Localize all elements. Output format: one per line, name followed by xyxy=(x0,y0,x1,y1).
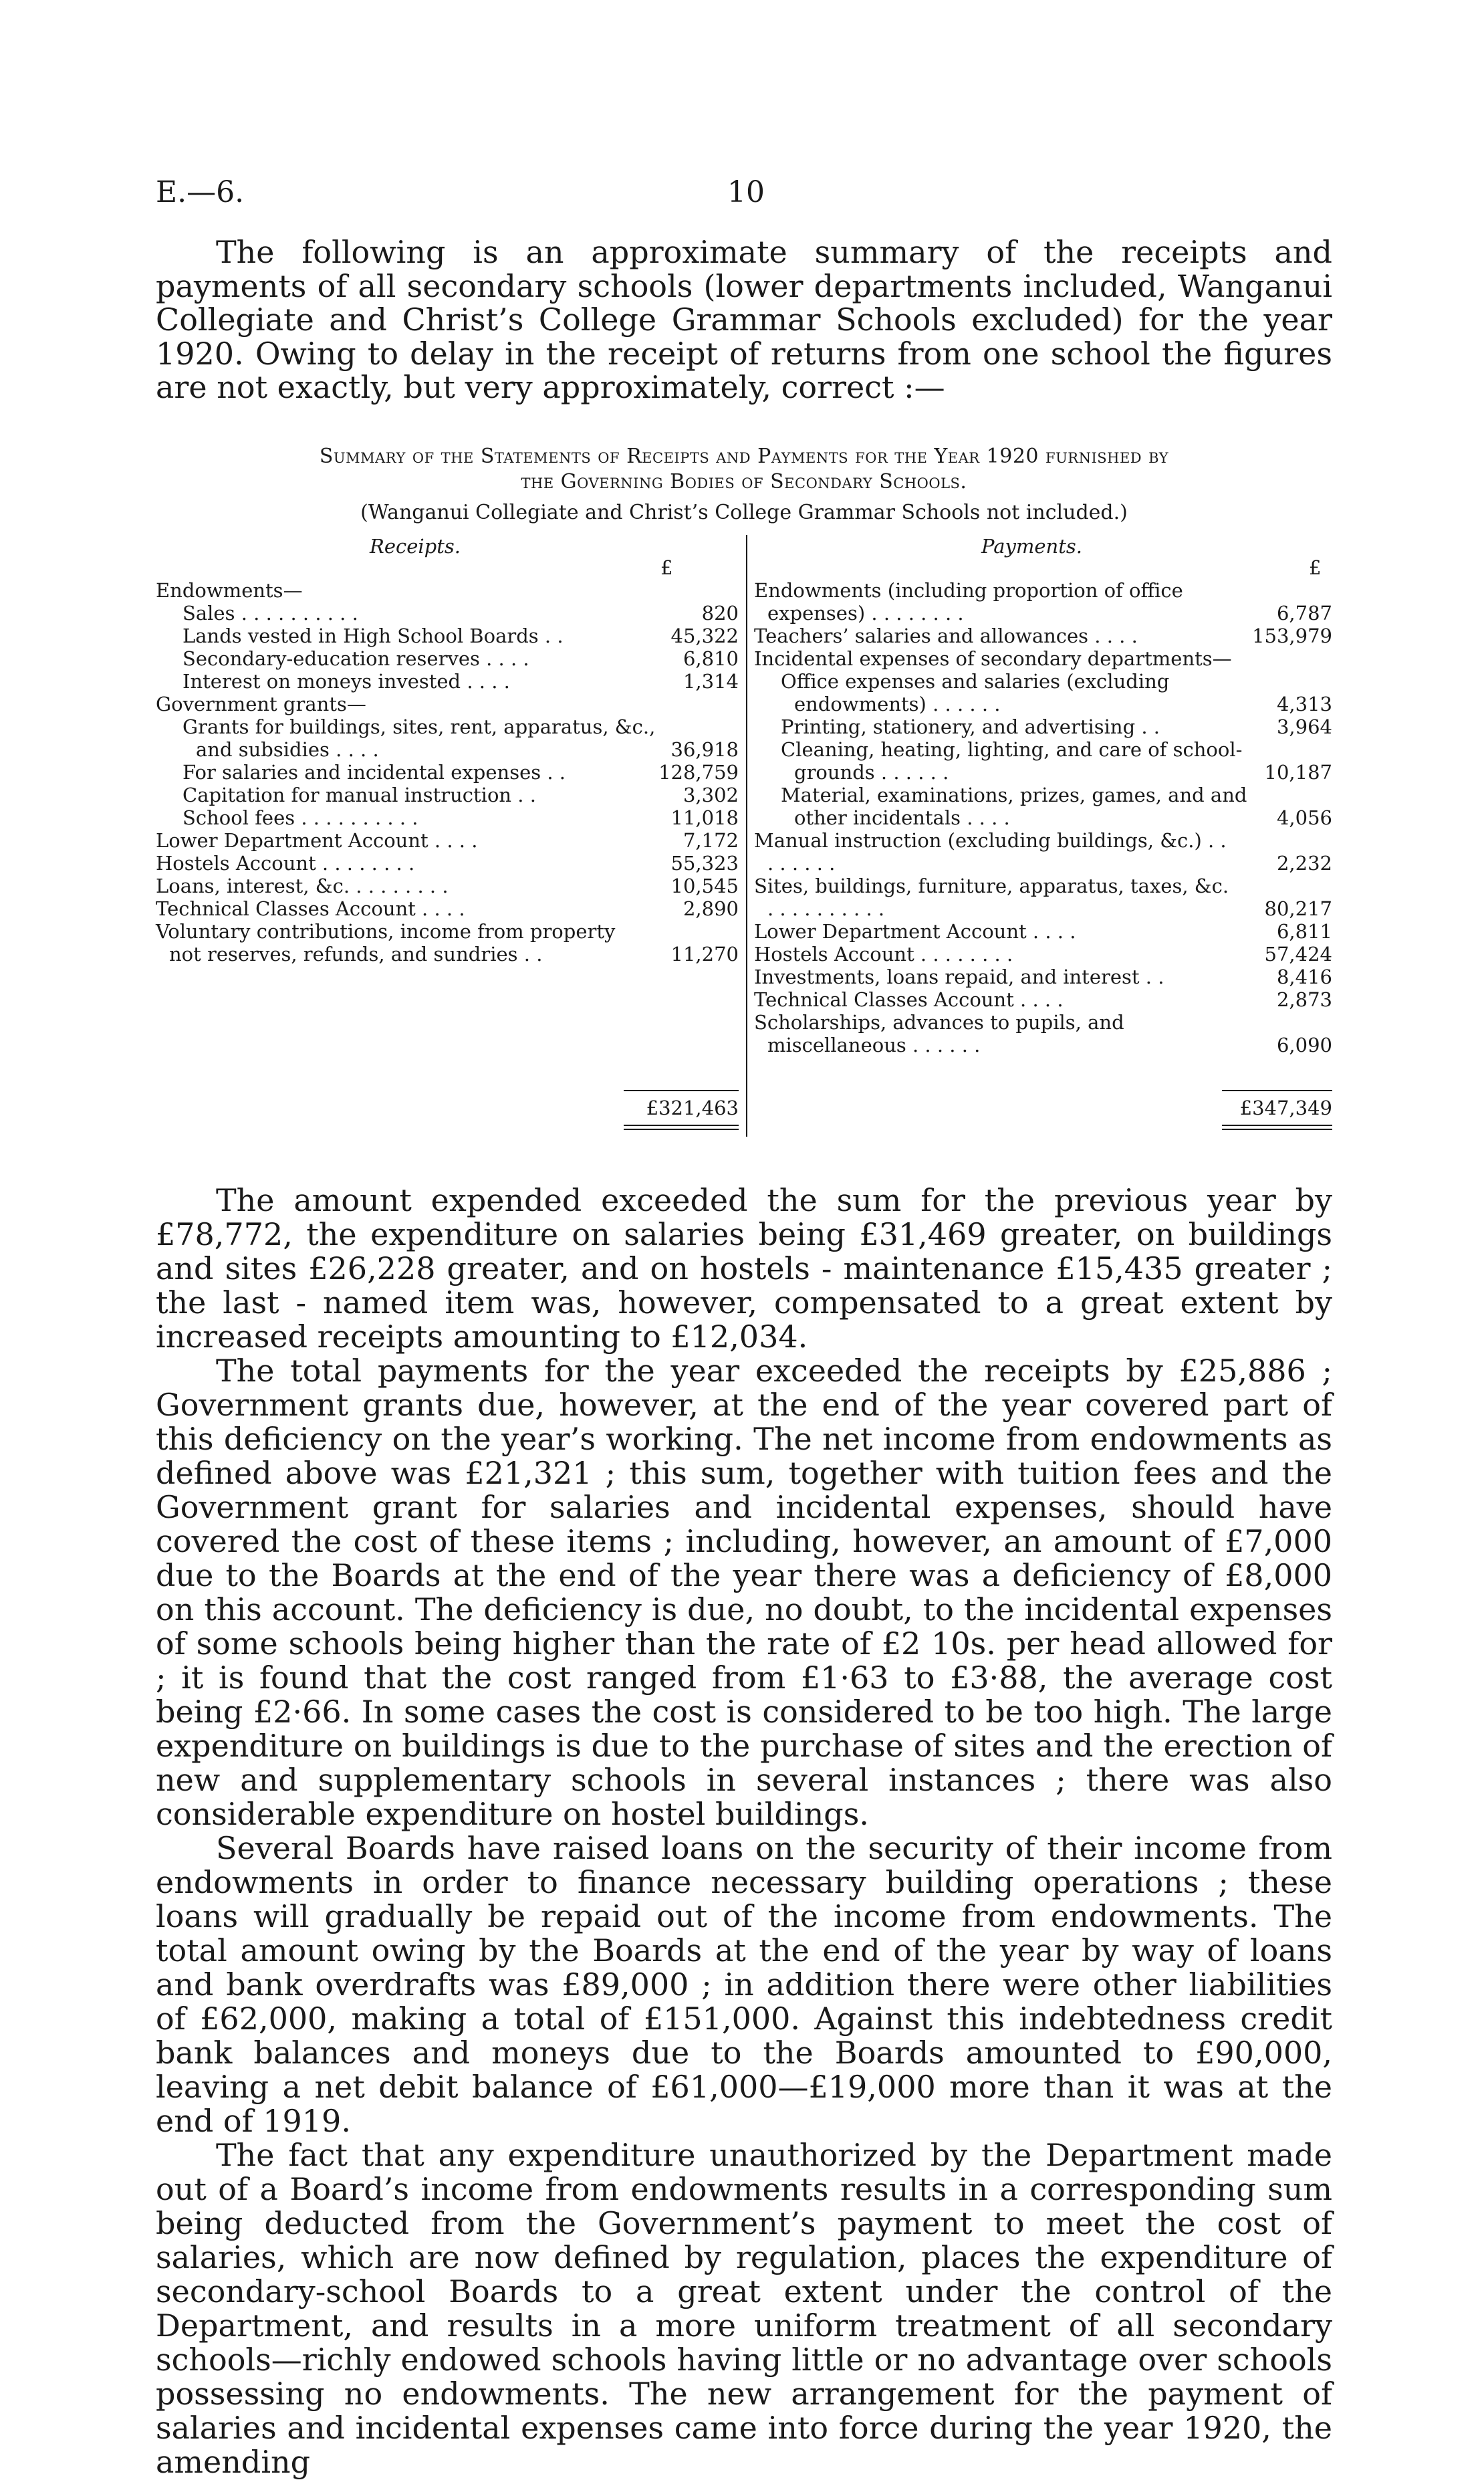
table-row xyxy=(156,647,744,670)
payments-heading: Payments. xyxy=(981,535,1082,558)
table-row xyxy=(754,579,1332,625)
receipts-total xyxy=(624,1090,739,1130)
row-amount: 6,810 xyxy=(683,647,739,670)
column-divider xyxy=(746,535,747,1137)
row-amount: 80,217 xyxy=(1264,897,1332,920)
row-label: Technical Classes Account . . . . xyxy=(754,988,1064,1011)
row-amount: 3,302 xyxy=(683,784,739,806)
payments-rows xyxy=(754,579,1332,1056)
table-row xyxy=(754,784,1332,829)
row-label: Material, examinations, prizes, games, and and other incidentals . . . . xyxy=(781,784,1247,829)
row-amount: 10,545 xyxy=(670,875,739,897)
body-text xyxy=(156,1183,1332,2479)
table-row xyxy=(754,988,1332,1011)
row-label: Office expenses and salaries (excluding endowments) . . . . . . xyxy=(781,670,1170,715)
row-amount: 128,759 xyxy=(658,761,739,784)
summary-title-line-1: Summary of the Statements of Receipts and Payments for the Year 1920 furnished by xyxy=(319,445,1169,468)
table-row xyxy=(156,852,744,875)
row-amount: 153,979 xyxy=(1252,625,1332,647)
double-rule xyxy=(624,1125,739,1130)
row-label: Manual instruction (excluding buildings, &c.) . . . . . . . . xyxy=(754,829,1227,875)
payments-currency: £ xyxy=(1309,556,1322,579)
table-row xyxy=(156,761,744,784)
intro-paragraph: The following is an approximate summary of the receipts and payments of all secondary schools (lower departments included, Wanganui Collegiate and Christ’s College Grammar Schools excluded) for the year 1920. Owing to delay in the receipt of returns from one school the figures are not exactly, but very approximately, correct :— xyxy=(156,234,1332,405)
row-label: Interest on moneys invested . . . . xyxy=(182,670,510,693)
table-row xyxy=(156,602,744,625)
row-label: Technical Classes Account . . . . xyxy=(156,897,465,920)
row-label: Secondary-education reserves . . . . xyxy=(182,647,529,670)
row-label: Loans, interest, &c. . . . . . . . . xyxy=(156,875,449,897)
row-label: Incidental expenses of secondary departments— xyxy=(754,647,1232,670)
row-label: Grants for buildings, sites, rent, apparatus, &c., and subsidies . . . . xyxy=(182,715,656,761)
row-label: Government grants— xyxy=(156,693,366,715)
payments-column xyxy=(754,535,1332,1137)
row-amount: 10,187 xyxy=(1264,761,1332,784)
row-amount: 6,811 xyxy=(1276,920,1332,943)
document-reference: E.—6. xyxy=(156,175,245,209)
row-label: Voluntary contributions, income from property not reserves, refunds, and sundries . . xyxy=(156,920,616,966)
row-amount: 6,090 xyxy=(1276,1034,1332,1056)
table-row xyxy=(754,1011,1332,1056)
row-amount: 7,172 xyxy=(683,829,739,852)
row-label: School fees . . . . . . . . . . xyxy=(182,806,418,829)
row-label: Lower Department Account . . . . xyxy=(754,920,1076,943)
row-amount: 45,322 xyxy=(670,625,739,647)
table-row xyxy=(754,829,1332,875)
table-row xyxy=(156,920,744,966)
table-row xyxy=(156,579,744,602)
row-label: Printing, stationery, and advertising . . xyxy=(781,715,1160,738)
table-row xyxy=(754,738,1332,784)
payments-total-value: £347,349 xyxy=(1239,1097,1332,1119)
paragraph: Several Boards have raised loans on the security of their income from endowments in order to finance necessary building operations ; these loans will gradually be repaid out of the income from endowments. The total amount owing by the Boards at the end of the year by way of loans and bank overdrafts was £89,000 ; in addition there were other liabilities of £62,000, making a total of £151,000. Against this indebtedness credit bank balances and moneys due to the Boards amounted to £90,000, leaving a net debit balance of £61,000—£19,000 more than it was at the end of 1919. xyxy=(156,1830,1332,2139)
receipts-payments-table xyxy=(156,535,1332,1137)
row-label: Capitation for manual instruction . . xyxy=(182,784,536,806)
row-label: Endowments— xyxy=(156,579,303,602)
table-row xyxy=(156,693,744,715)
page-number: 10 xyxy=(727,175,765,209)
row-amount: 8,416 xyxy=(1276,966,1332,988)
table-row xyxy=(156,875,744,897)
row-amount: 36,918 xyxy=(670,738,739,761)
row-amount: 2,890 xyxy=(683,897,739,920)
row-amount: 57,424 xyxy=(1264,943,1332,966)
page-header xyxy=(156,175,1332,215)
row-label: Scholarships, advances to pupils, and miscellaneous . . . . . . xyxy=(754,1011,1124,1056)
summary-title-line-2: the Governing Bodies of Secondary Schools. xyxy=(521,470,967,493)
row-amount: 11,270 xyxy=(670,943,739,966)
table-row xyxy=(754,875,1332,920)
table-row xyxy=(754,920,1332,943)
row-label: Sales . . . . . . . . . . xyxy=(182,602,358,625)
row-label: Teachers’ salaries and allowances . . . . xyxy=(754,625,1138,647)
table-row xyxy=(156,625,744,647)
row-amount: 11,018 xyxy=(670,806,739,829)
row-label: Lower Department Account . . . . xyxy=(156,829,478,852)
row-amount: 4,313 xyxy=(1276,693,1332,715)
row-label: For salaries and incidental expenses . . xyxy=(182,761,566,784)
table-row xyxy=(156,829,744,852)
row-amount: 820 xyxy=(701,602,739,625)
table-row xyxy=(754,943,1332,966)
row-amount: 55,323 xyxy=(670,852,739,875)
row-label: Sites, buildings, furniture, apparatus, taxes, &c. . . . . . . . . . . xyxy=(754,875,1229,920)
row-label: Lands vested in High School Boards . . xyxy=(182,625,564,647)
table-row xyxy=(156,715,744,761)
row-label: Endowments (including proportion of office expenses) . . . . . . . . xyxy=(754,579,1183,625)
summary-title xyxy=(156,444,1332,495)
total-rule xyxy=(1222,1090,1332,1097)
row-label: Investments, loans repaid, and interest . . xyxy=(754,966,1164,988)
receipts-total-value: £321,463 xyxy=(646,1097,739,1119)
row-label: Hostels Account . . . . . . . . xyxy=(754,943,1013,966)
row-label: Hostels Account . . . . . . . . xyxy=(156,852,415,875)
row-amount: 2,873 xyxy=(1276,988,1332,1011)
summary-subtitle: (Wanganui Collegiate and Christ’s College Grammar Schools not included.) xyxy=(360,501,1128,524)
row-amount: 2,232 xyxy=(1276,852,1332,875)
table-row xyxy=(156,784,744,806)
row-amount: 6,787 xyxy=(1276,602,1332,625)
table-row xyxy=(754,670,1332,715)
row-label: Cleaning, heating, lighting, and care of school-grounds . . . . . . xyxy=(781,738,1243,784)
table-row xyxy=(156,806,744,829)
table-row xyxy=(754,625,1332,647)
table-row xyxy=(156,670,744,693)
row-amount: 1,314 xyxy=(683,670,739,693)
receipts-heading: Receipts. xyxy=(370,535,461,558)
table-row xyxy=(156,897,744,920)
double-rule xyxy=(1222,1125,1332,1130)
receipts-column xyxy=(156,535,744,1137)
table-row xyxy=(754,715,1332,738)
table-row xyxy=(754,966,1332,988)
receipts-currency: £ xyxy=(660,556,673,579)
paragraph: The fact that any expenditure unauthorized by the Department made out of a Board’s income from endowments results in a corresponding sum being deducted from the Government’s payment to meet the cost of salaries, which are now defined by regulation, places the expenditure of secondary-school Boards to a great extent under the control of the Department, and results in a more uniform treatment of all secondary schools—richly endowed schools having little or no advantage over schools possessing no endowments. The new arrangement for the payment of salaries and incidental expenses came into force during the year 1920, the amending xyxy=(156,2137,1332,2480)
paragraph: The amount expended exceeded the sum for the previous year by £78,772, the expenditure on salaries being £31,469 greater, on buildings and sites £26,228 greater, and on hostels - maintenance £15,435 greater ; the last - named item was, however, compensated to a great extent by increased receipts amounting to £12,034. xyxy=(156,1182,1332,1355)
row-amount: 4,056 xyxy=(1276,806,1332,829)
table-row xyxy=(754,647,1332,670)
total-rule xyxy=(624,1090,739,1097)
paragraph: The total payments for the year exceeded the receipts by £25,886 ; Government grants due, however, at the end of the year covered part of this deficiency on the year’s working. The net income from endowments as defined above was £21,321 ; this sum, together with tuition fees and the Government grant for salaries and incidental expenses, should have covered the cost of these items ; including, however, an amount of £7,000 due to the Boards at the end of the year there was a deficiency of £8,000 on this account. The deficiency is due, no doubt, to the incidental expenses of some schools being higher than the rate of £2 10s. per head allowed for ; it is found that the cost ranged from £1·63 to £3·88, the average cost being £2·66. In some cases the cost is considered to be too high. The large expenditure on buildings is due to the purchase of sites and the erection of new and supplementary schools in several instances ; there was also considerable expenditure on hostel buildings. xyxy=(156,1353,1332,1832)
payments-total xyxy=(1222,1090,1332,1130)
receipts-rows xyxy=(156,579,744,966)
row-amount: 3,964 xyxy=(1276,715,1332,738)
